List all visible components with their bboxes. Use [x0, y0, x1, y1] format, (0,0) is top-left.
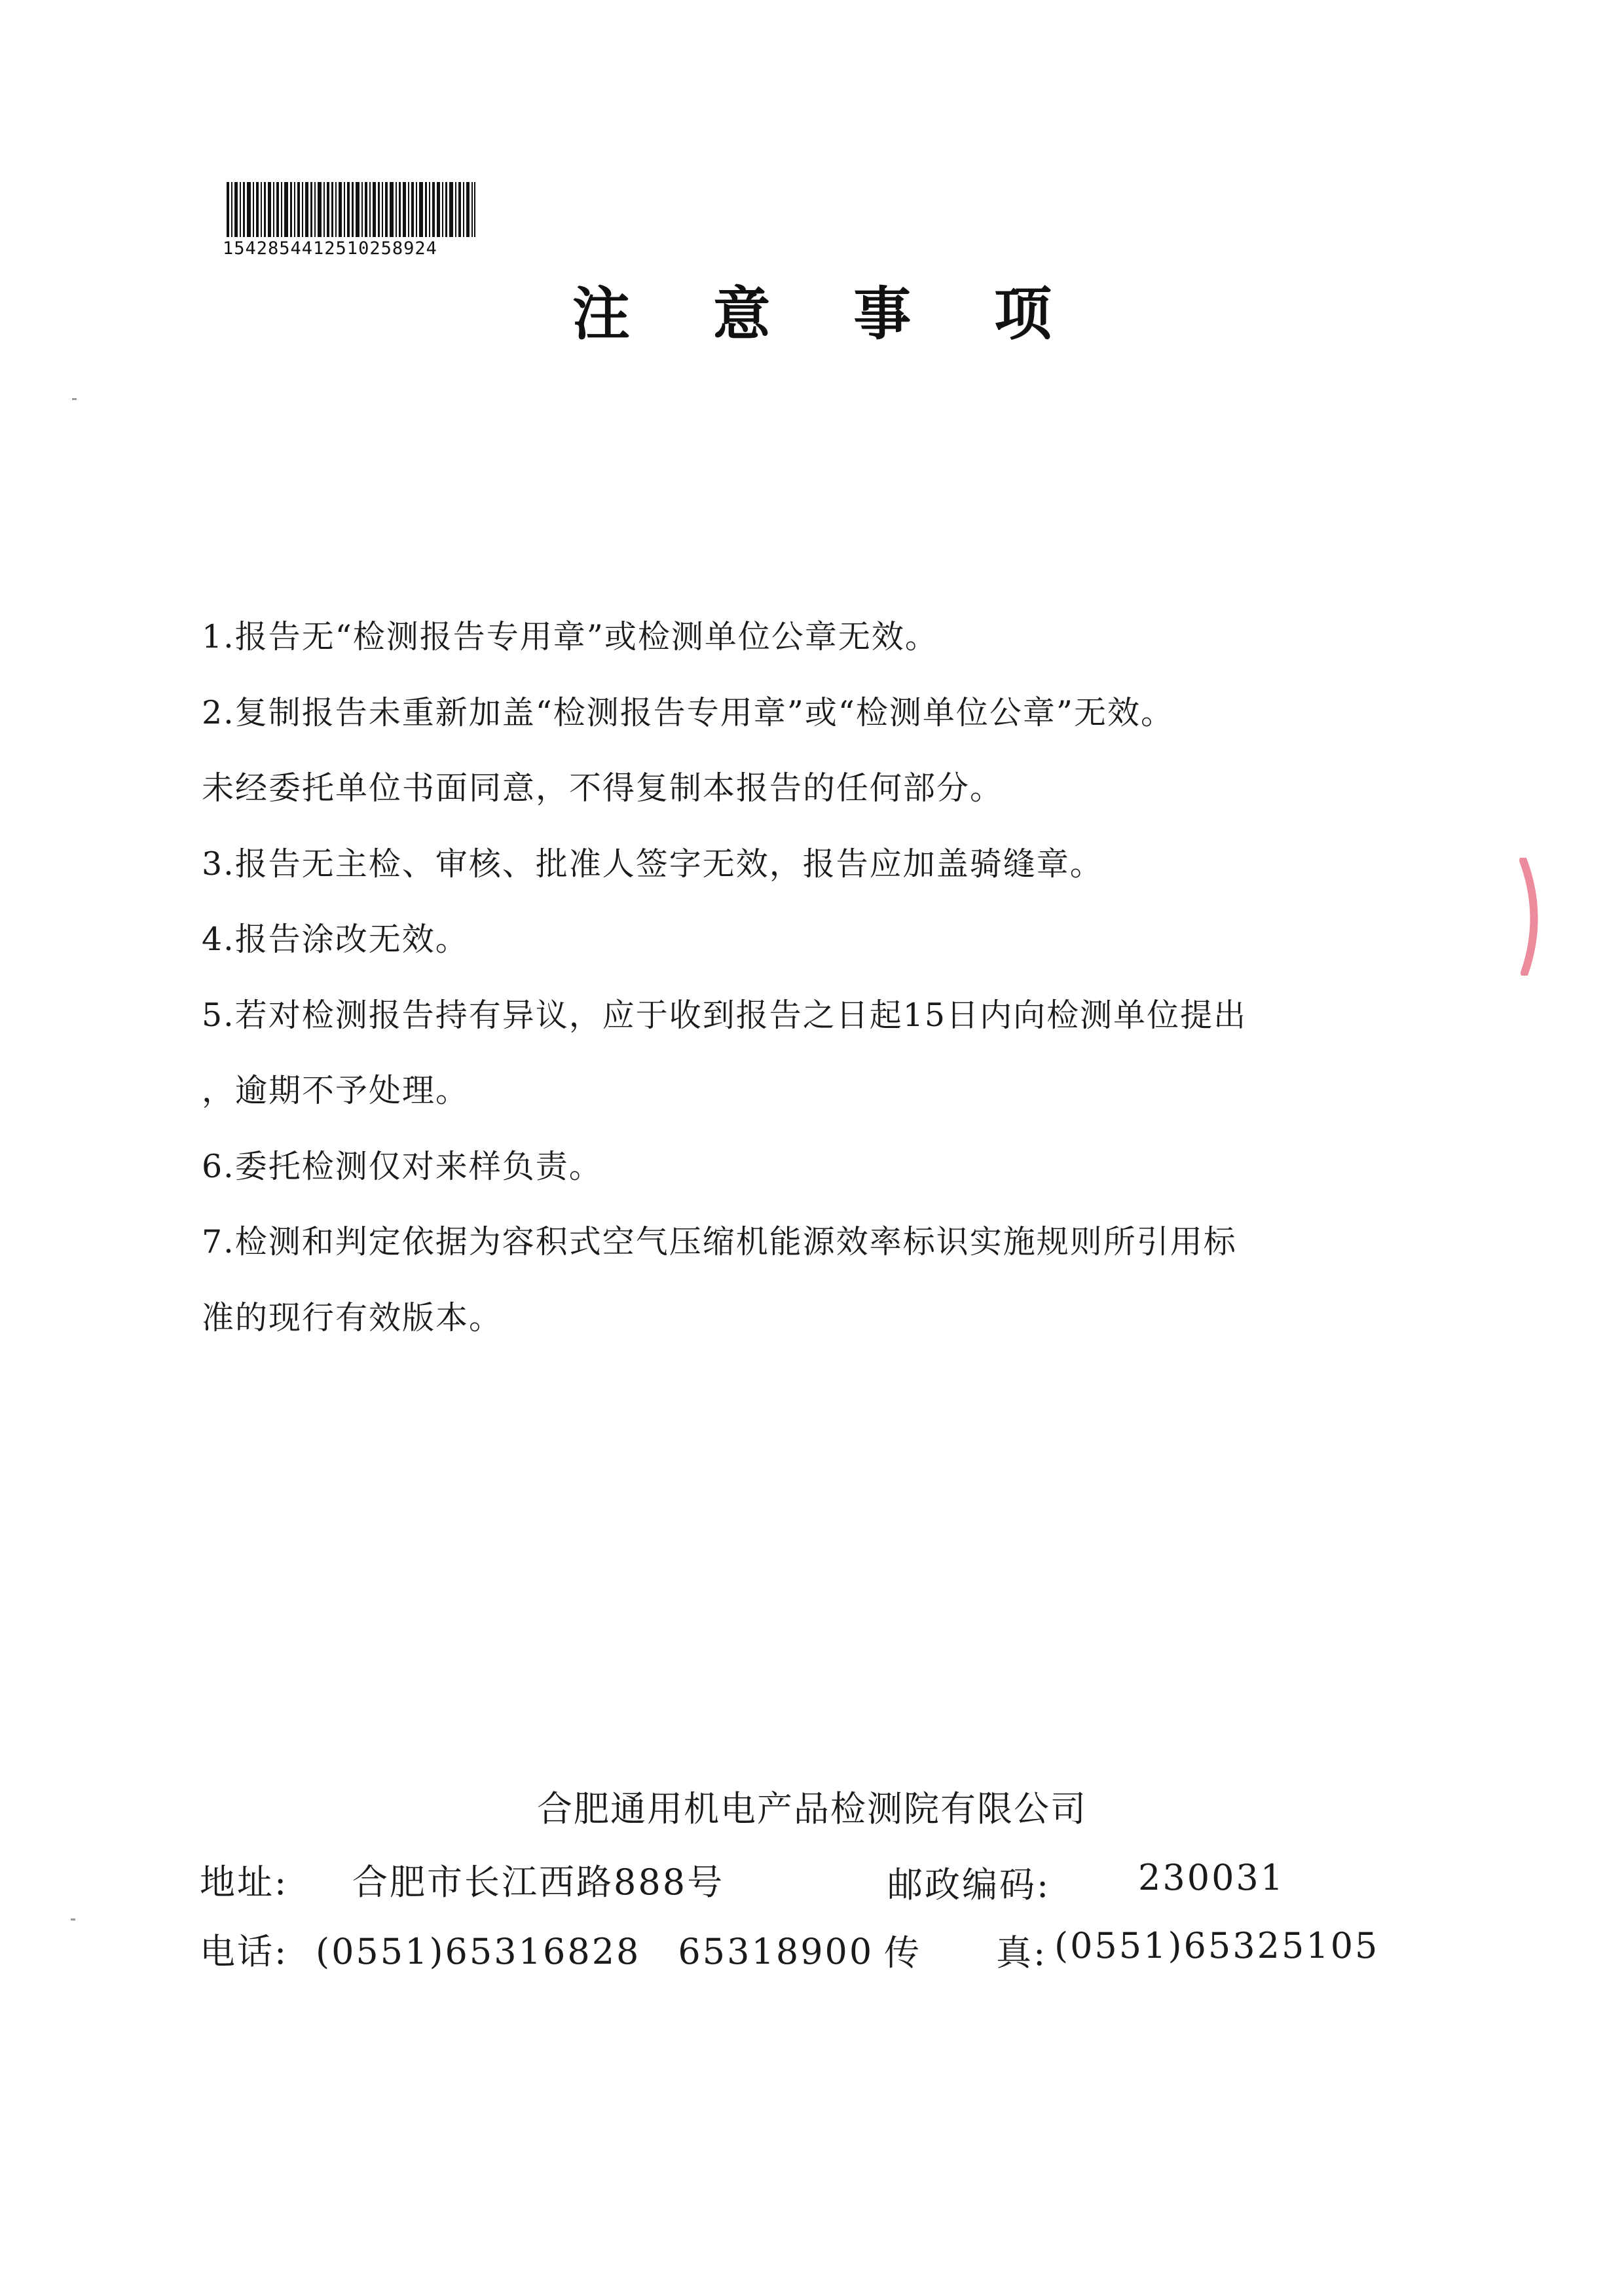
company-name: 合肥通用机电产品检测院有限公司 — [537, 1788, 1087, 1829]
barcode — [223, 182, 479, 259]
note-line: ，逾期不予处理。 — [202, 1072, 470, 1109]
postcode-value: 230031 — [1138, 1857, 1285, 1898]
note-line: 3.报告无主检、审核、批准人签字无效，报告应加盖骑缝章。 — [202, 845, 1103, 883]
phone-label: 电话: — [200, 1931, 289, 1972]
postcode-label: 邮政编码: — [887, 1864, 1051, 1905]
fax-value: (0551)65325105 — [1054, 1925, 1380, 1966]
barcode-image — [227, 182, 475, 237]
note-line: 1.报告无“检测报告专用章”或检测单位公章无效。 — [202, 618, 938, 655]
note-line: 2.复制报告未重新加盖“检测报告专用章”或“检测单位公章”无效。 — [202, 693, 1174, 731]
barcode-number: 1542854412510258924 — [223, 238, 437, 259]
address-value: 合肥市长江西路888号 — [352, 1862, 725, 1903]
margin-mark — [72, 398, 77, 400]
note-line: 7.检测和判定依据为容积式空气压缩机能源效率标识实施规则所引用标 — [202, 1223, 1237, 1260]
note-line: 5.若对检测报告持有异议，应于收到报告之日起15日内向检测单位提出 — [202, 996, 1247, 1034]
note-line: 准的现行有效版本。 — [202, 1298, 503, 1336]
note-line: 未经委托单位书面同意，不得复制本报告的任何部分。 — [202, 769, 1004, 807]
fax-label: 传 真: — [884, 1932, 1048, 1974]
seal-fragment — [1518, 858, 1557, 976]
note-line: 4.报告涂改无效。 — [202, 921, 469, 958]
notes-list — [202, 599, 1354, 1355]
address-label: 地址: — [200, 1862, 289, 1903]
note-line: 6.委托检测仅对来样负责。 — [202, 1147, 602, 1185]
margin-mark — [71, 1919, 75, 1920]
phone-value: (0551)65316828 65318900 — [316, 1931, 874, 1972]
page-title: 注 意 事 项 — [572, 280, 1083, 348]
